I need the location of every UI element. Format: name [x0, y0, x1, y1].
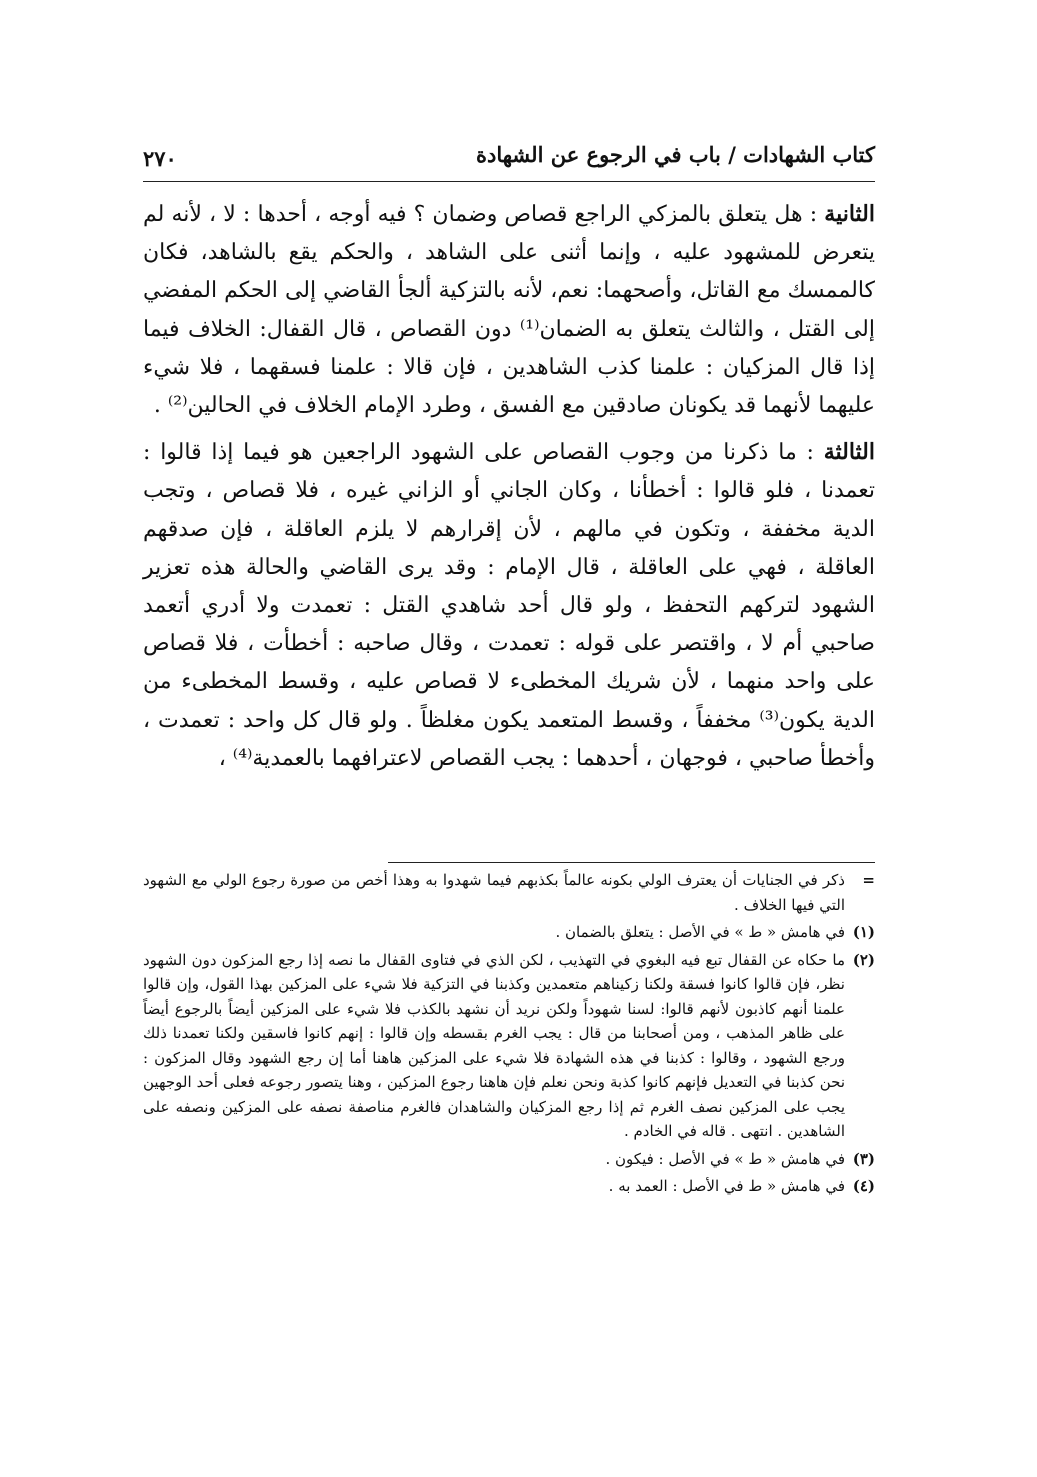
- page-number: ٢٧٠: [143, 146, 177, 171]
- footnote-mark: (٤): [852, 1177, 875, 1195]
- running-header: [143, 140, 875, 180]
- paragraph-lead: الثالثة: [823, 439, 875, 466]
- footnote-text: في هامش « ط » في الأصل : يتعلق بالضمان .: [555, 923, 845, 941]
- footnote-mark: (٢): [852, 950, 875, 969]
- footnote-text: في هامش « ط في الأصل : العمد به .: [608, 1177, 845, 1195]
- footnote-text: ما حكاه عن القفال تبع فيه البغوي في التهذيب ، لكن الذي في فتاوى القفال ما نصه إذا رجع المزكون دون الشهود نظر، فإن قالوا كانوا فسقة ولكنا زكيناهم متعمدين وكذبنا في التزكية فلا شيء على المزكين بهذا القول، وإن قالوا علمنا أنهم كاذبون لأنهم قالوا: لسنا شهوداً ولكن نريد أن نشهد بالكذب فلا شيء على المزكين أيضاً بالرجوع أيضاً على ظاهر المذهب ، ومن أصحابنا من قال : يجب الغرم بقسطه وإن قالوا : إنهم كانوا فاسقين ولكنا تعمدنا ذلك ورجع الشهود ، وقالوا : كذبنا في هذه الشهادة فلا شيء على المزكين هاهنا أما إن رجع الشهود وقال المزكون : نحن كذبنا في التعديل فإنهم كانوا كذبة ونحن نعلم فإن هاهنا رجوع المزكين ، وهنا يتصور رجوعه فعلى أحد الوجهين يجب على المزكين نصف الغرم ثم إذا رجع المزكيان والشاهدان فالغرم مناصفة نصفه على المزكين ونصفه على الشاهدين . انتهى . قاله في الخادم .: [143, 950, 845, 1140]
- header-rule: [143, 181, 875, 182]
- footnote-text: في هامش « ط » في الأصل : فيكون .: [605, 1149, 845, 1168]
- footnote-3: [143, 1147, 875, 1172]
- footnote-1: [143, 920, 875, 945]
- paragraph-text: : هل يتعلق بالمزكي الراجع قصاص وضمان ؟ فيه أوجه ، أحدها : لا ، لأنه لم يتعرض للمشهود عليه ، وإنما أثنى على الشاهد ، والحكم يقع بالشاهد، فكان كالممسك مع القاتل، وأصحهما: نعم، لأنه بالتزكية ألجأ القاضي إلى الحكم المفضي إلى القتل ، والثالث يتعلق به الضمان⁽¹⁾ دون القصاص ، قال القفال: الخلاف فيما إذا قال المزكيان : علمنا كذب الشاهدين ، فإن قالا : علمنا فسقهما ، فلا شيء عليهما لأنهما قد يكونان صادقين مع الفسق ، وطرد الإمام الخلاف في الحالين⁽²⁾ .: [143, 202, 876, 419]
- footnote-text: ذكر في الجنايات أن يعترف الولي بكونه عالماً بكذبهم فيما شهدوا به وهذا أخص من صورة رجوع الولي مع الشهود التي فيها الخلاف .: [143, 871, 845, 914]
- footnote-mark: =: [862, 871, 875, 889]
- main-text: [143, 195, 875, 778]
- footnote-4: [143, 1174, 875, 1199]
- running-title: كتاب الشهادات / باب في الرجوع عن الشهادة: [476, 142, 875, 167]
- paragraph-third: [143, 433, 875, 778]
- footnote-mark: (١): [852, 923, 875, 941]
- footnote-2: [143, 948, 875, 1144]
- paragraph-text: : ما ذكرنا من وجوب القصاص على الشهود الراجعين هو فيما إذا قالوا : تعمدنا ، فلو قالوا : أخطأنا ، وكان الجاني أو الزاني غيره ، فلا قصاص ، وتجب الدية مخففة ، وتكون في مالهم ، لأن إقرارهم لا يلزم العاقلة ، فإن صدقهم العاقلة ، فهي على العاقلة ، قال الإمام : وقد يرى القاضي والحالة هذه تعزير الشهود لتركهم التحفظ ، ولو قال أحد شاهدي القتل : تعمدت ولا أدري أتعمد صاحبي أم لا ، واقتصر على قوله : تعمدت ، وقال صاحبه : أخطأت ، فلا قصاص على واحد منهما ، لأن شريك المخطىء لا قصاص عليه ، وقسط المخطىء من الدية يكون⁽³⁾ مخففاً ، وقسط المتعمد يكون مغلظاً . ولو قال كل واحد : تعمدت ، وأخطأ صاحبي ، فوجهان ، أحدهما : يجب القصاص لاعترافهما بالعمدية⁽⁴⁾ ،: [143, 440, 875, 771]
- footnote-continuation: [143, 868, 875, 917]
- footnote-mark: (٣): [852, 1149, 875, 1168]
- paragraph-second: [143, 195, 875, 425]
- footnote-separator: [388, 862, 875, 863]
- paragraph-lead: الثانية: [824, 201, 875, 227]
- footnotes: [143, 868, 875, 1199]
